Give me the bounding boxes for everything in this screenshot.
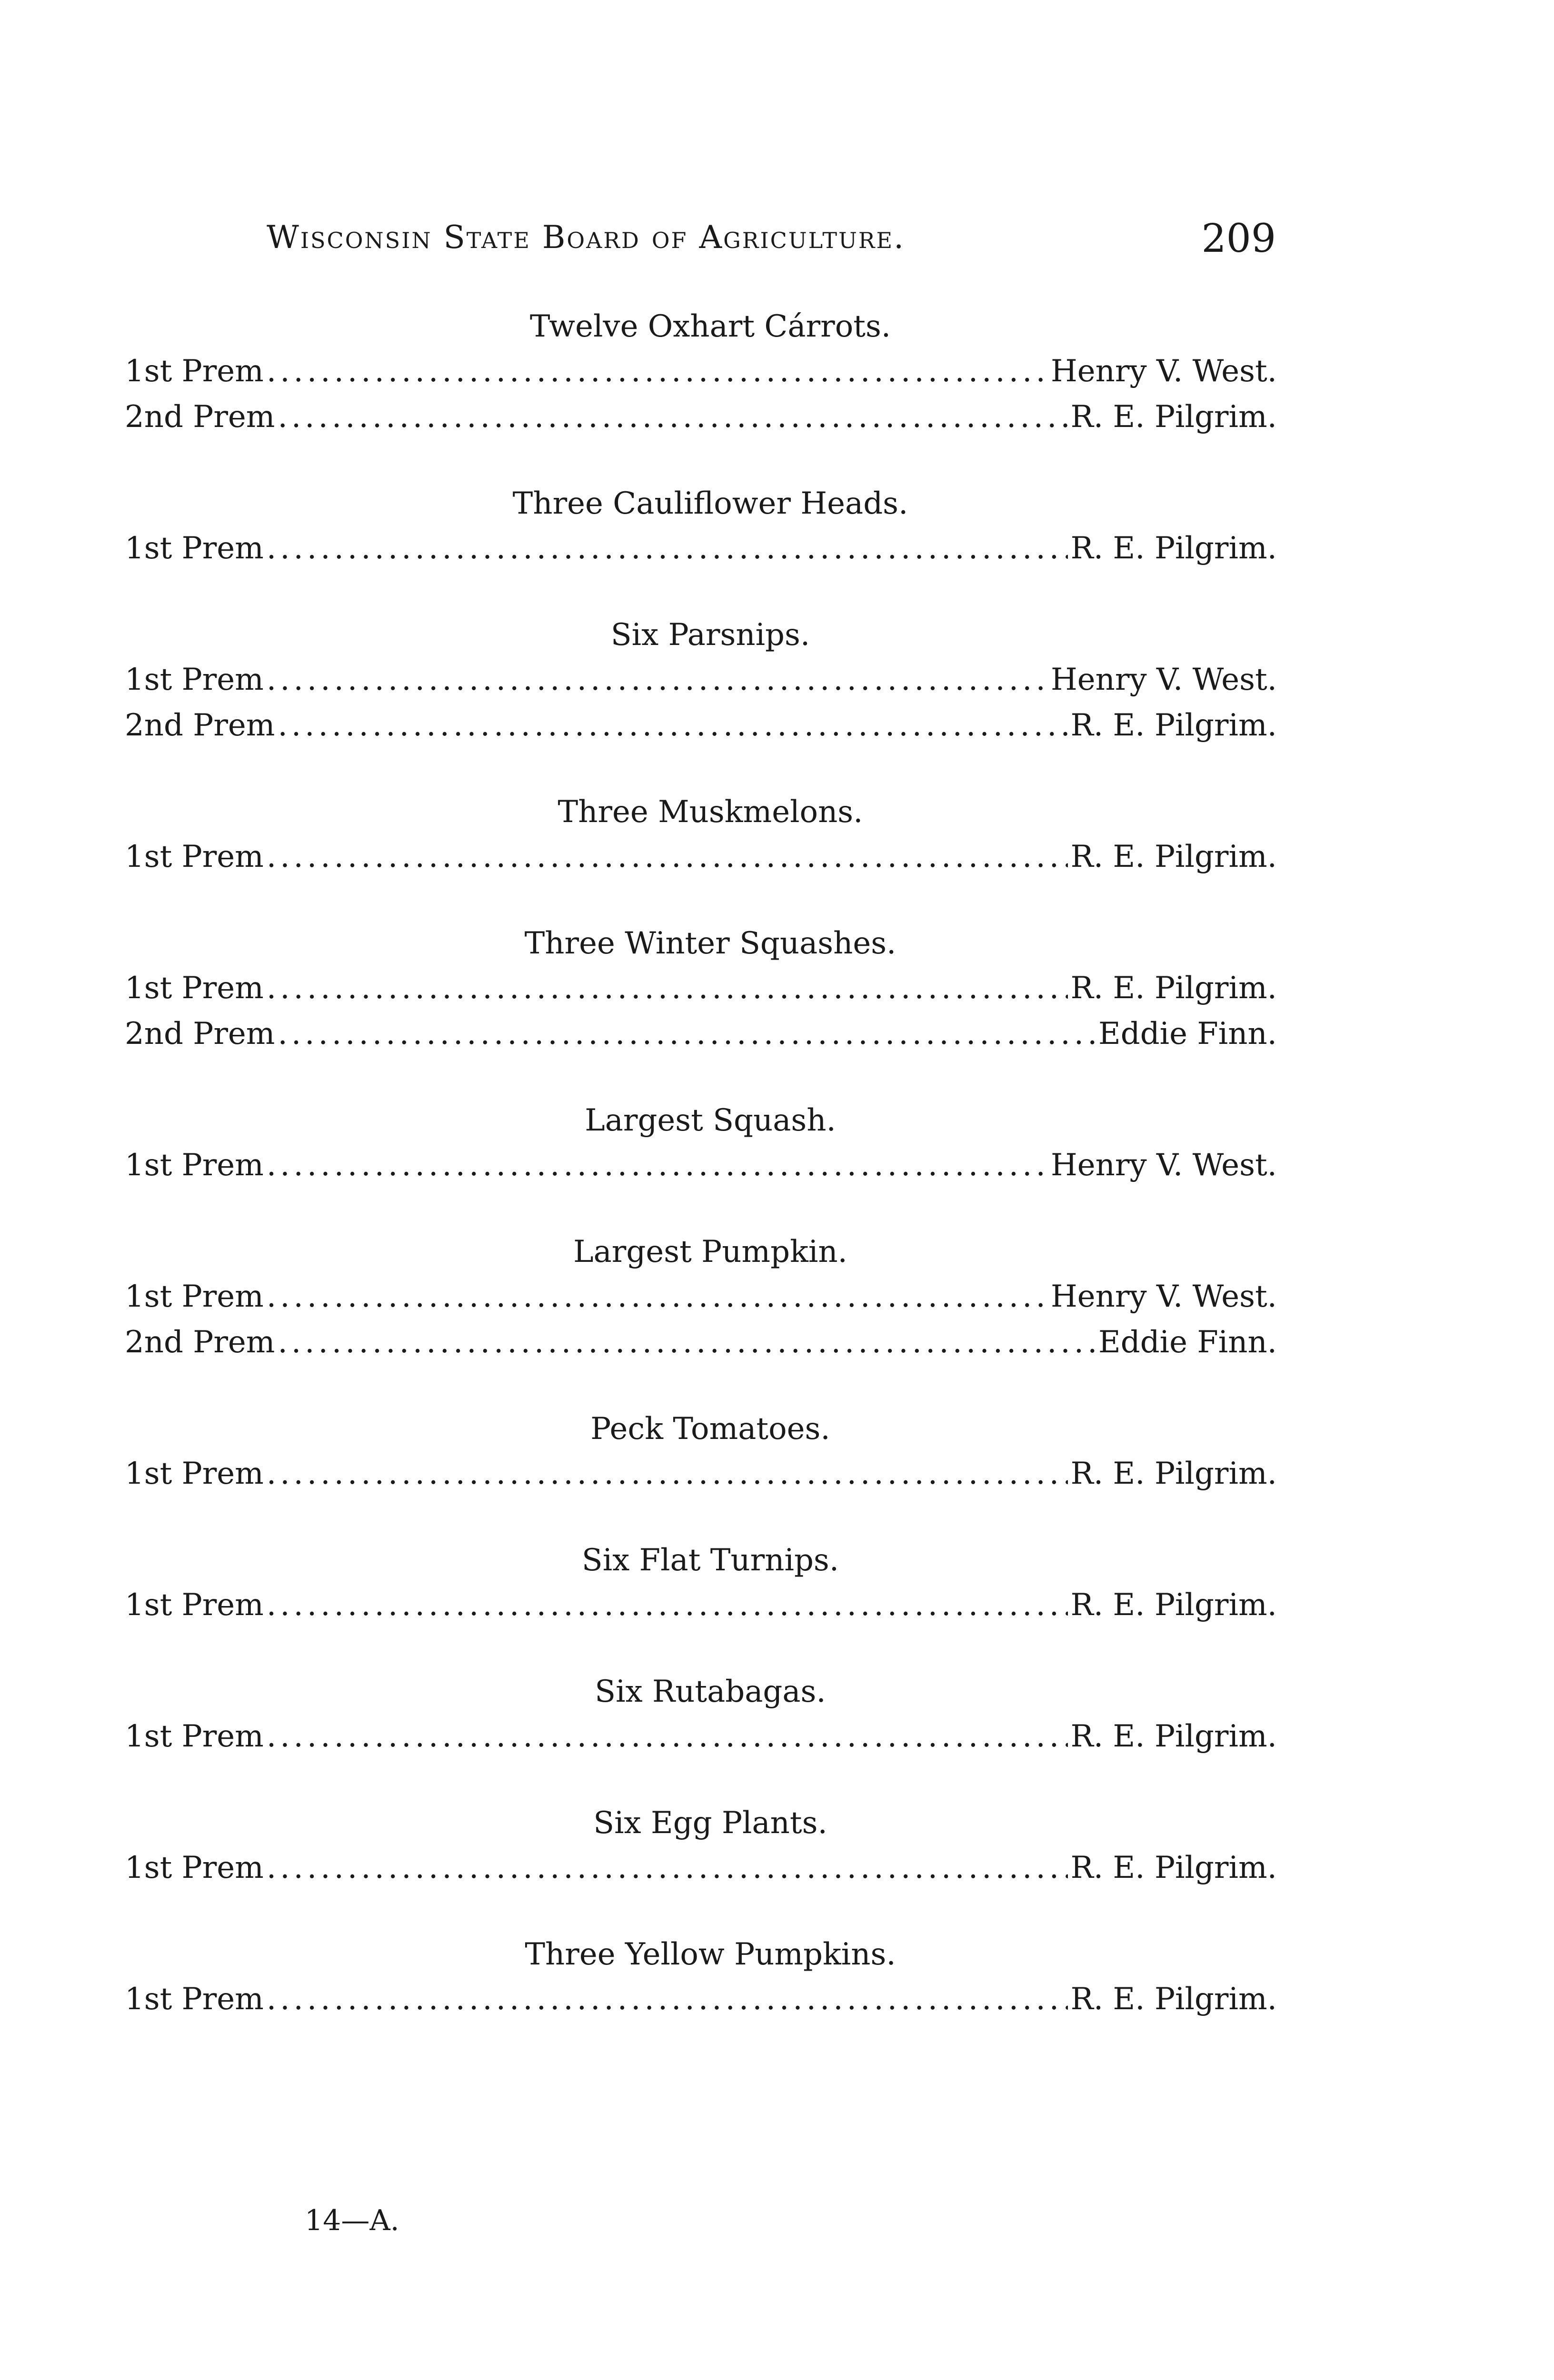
- premium-row: [125, 1142, 1277, 1188]
- premium-row: [125, 1011, 1277, 1057]
- section-title: Six Parsnips.: [610, 617, 810, 653]
- premium-row: [125, 1451, 1277, 1497]
- dot-leader: [267, 1714, 1068, 1759]
- dot-leader: [267, 1451, 1068, 1497]
- winner-name: Henry V. West.: [1050, 354, 1277, 389]
- premium-row: [125, 394, 1277, 440]
- premium-section: [125, 1230, 1277, 1365]
- section-title: Largest Squash.: [585, 1103, 836, 1138]
- premium-row: [125, 1976, 1277, 2022]
- dot-leader: [267, 834, 1068, 880]
- premium-label: 1st Prem: [125, 1850, 264, 1885]
- section-title: Peck Tomatoes.: [590, 1411, 830, 1447]
- dot-leader: [278, 1319, 1096, 1365]
- premium-label: 2nd Prem: [125, 1325, 275, 1360]
- dot-leader: [267, 1582, 1068, 1628]
- section-title: Three Muskmelons.: [558, 794, 863, 830]
- premium-row: [125, 1319, 1277, 1365]
- premium-section: [125, 1407, 1277, 1497]
- section-title: Six Rutabagas.: [595, 1674, 826, 1709]
- premium-label: 2nd Prem: [125, 399, 275, 435]
- premium-label: 1st Prem: [125, 662, 264, 697]
- premium-label: 1st Prem: [125, 1456, 264, 1491]
- premium-row: [125, 834, 1277, 880]
- winner-name: R. E. Pilgrim.: [1070, 839, 1277, 874]
- winner-name: R. E. Pilgrim.: [1070, 1982, 1277, 2017]
- dot-leader: [267, 1274, 1048, 1319]
- premium-row: [125, 348, 1277, 394]
- premium-label: 1st Prem: [125, 839, 264, 874]
- dot-leader: [278, 394, 1067, 440]
- section-title: Three Winter Squashes.: [524, 926, 897, 961]
- section-title: Six Egg Plants.: [593, 1805, 827, 1841]
- premium-row: [125, 1274, 1277, 1319]
- running-head: Wisconsin State Board of Agriculture.: [267, 219, 906, 256]
- premium-section: [125, 1670, 1277, 1759]
- premium-label: 2nd Prem: [125, 1016, 275, 1051]
- premium-section: [125, 1801, 1277, 1891]
- premium-label: 1st Prem: [125, 354, 264, 389]
- premium-label: 1st Prem: [125, 1719, 264, 1754]
- premium-label: 2nd Prem: [125, 708, 275, 743]
- signature-mark: 14—A.: [305, 2204, 399, 2237]
- section-title: Six Flat Turnips.: [581, 1543, 839, 1578]
- premium-section: [125, 482, 1277, 571]
- section-title: Three Yellow Pumpkins.: [525, 1937, 896, 1972]
- winner-name: R. E. Pilgrim.: [1070, 708, 1277, 743]
- section-title: Largest Pumpkin.: [573, 1234, 847, 1269]
- dot-leader: [278, 703, 1067, 748]
- premium-row: [125, 703, 1277, 748]
- premium-row: [125, 1845, 1277, 1891]
- winner-name: R. E. Pilgrim.: [1070, 531, 1277, 566]
- dot-leader: [267, 1976, 1068, 2022]
- dot-leader: [278, 1011, 1096, 1057]
- premium-list: [125, 305, 1277, 2064]
- premium-label: 1st Prem: [125, 1279, 264, 1314]
- premium-label: 1st Prem: [125, 1982, 264, 2017]
- winner-name: Henry V. West.: [1050, 1279, 1277, 1314]
- premium-row: [125, 526, 1277, 571]
- premium-section: [125, 1538, 1277, 1628]
- page-number: 209: [1201, 216, 1276, 261]
- winner-name: R. E. Pilgrim.: [1070, 1456, 1277, 1491]
- premium-section: [125, 922, 1277, 1057]
- premium-row: [125, 1582, 1277, 1628]
- premium-label: 1st Prem: [125, 1587, 264, 1623]
- premium-section: [125, 613, 1277, 748]
- dot-leader: [267, 657, 1048, 703]
- winner-name: R. E. Pilgrim.: [1070, 399, 1277, 435]
- premium-label: 1st Prem: [125, 1148, 264, 1183]
- winner-name: R. E. Pilgrim.: [1070, 1587, 1277, 1623]
- premium-section: [125, 1933, 1277, 2022]
- premium-row: [125, 965, 1277, 1011]
- winner-name: Eddie Finn.: [1098, 1325, 1277, 1360]
- winner-name: R. E. Pilgrim.: [1070, 1850, 1277, 1885]
- dot-leader: [267, 348, 1048, 394]
- page-header: [267, 209, 1276, 267]
- dot-leader: [267, 1142, 1048, 1188]
- premium-label: 1st Prem: [125, 971, 264, 1006]
- dot-leader: [267, 965, 1068, 1011]
- dot-leader: [267, 526, 1068, 571]
- winner-name: Henry V. West.: [1050, 662, 1277, 697]
- premium-section: [125, 305, 1277, 440]
- winner-name: Henry V. West.: [1050, 1148, 1277, 1183]
- dot-leader: [267, 1845, 1068, 1891]
- winner-name: Eddie Finn.: [1098, 1016, 1277, 1051]
- section-title: Twelve Oxhart Cárrots.: [529, 309, 891, 344]
- winner-name: R. E. Pilgrim.: [1070, 1719, 1277, 1754]
- section-title: Three Cauliflower Heads.: [512, 486, 908, 521]
- premium-section: [125, 1099, 1277, 1188]
- premium-row: [125, 657, 1277, 703]
- premium-section: [125, 790, 1277, 880]
- winner-name: R. E. Pilgrim.: [1070, 971, 1277, 1006]
- premium-label: 1st Prem: [125, 531, 264, 566]
- premium-row: [125, 1714, 1277, 1759]
